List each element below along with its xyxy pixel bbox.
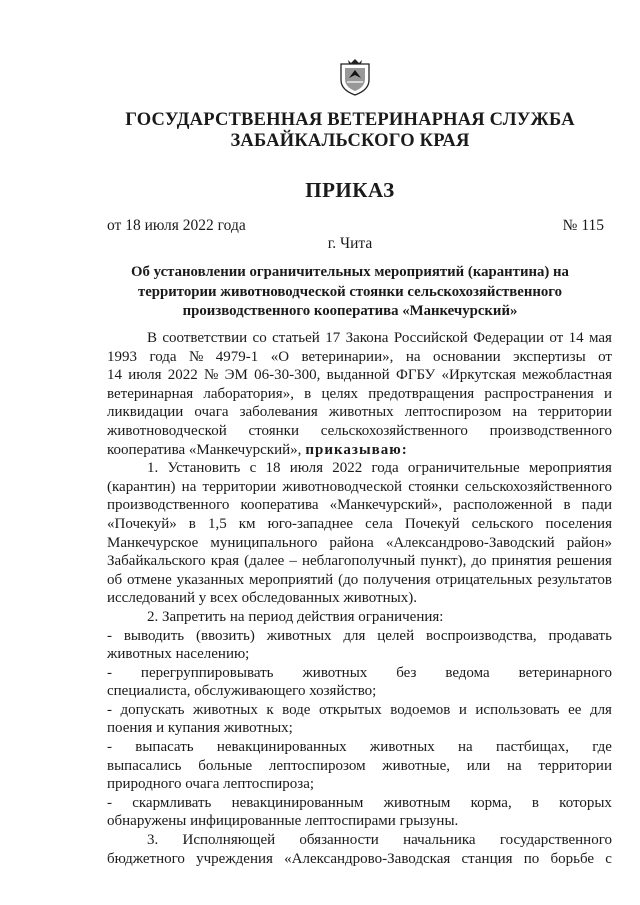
body-word: выпасать [135, 739, 194, 756]
body-word: производственного [489, 422, 612, 439]
body-word: в [188, 515, 196, 532]
body-word: или [466, 757, 491, 774]
body-line [107, 794, 612, 813]
body-word: 4979-1 [215, 348, 259, 365]
body-word: села [365, 515, 393, 532]
body-word: животных [328, 404, 394, 421]
body-word: года [149, 348, 177, 365]
body-word: 18 [265, 460, 281, 477]
body-word: юго-западнее [267, 515, 354, 532]
body-line [107, 534, 612, 553]
body-word: где [592, 739, 612, 756]
body-word: - [107, 794, 112, 811]
body-word: целей [377, 627, 415, 644]
body-word: Исполняющей [182, 832, 276, 849]
body-line [107, 738, 612, 757]
body-line: специалиста, обслуживающего хозяйство; [107, 683, 377, 700]
body-line: обнаружены инфицированные лептоспирами грызуны. [107, 813, 459, 830]
body-word: которых [559, 794, 612, 811]
body-word: июля [128, 367, 162, 384]
coat-of-arms-icon [337, 58, 373, 96]
body-word: 17 [325, 330, 341, 346]
body-word: животным [383, 794, 451, 811]
body-line [107, 348, 612, 367]
body-word: 2022 [332, 460, 363, 477]
body-word: использовать [475, 701, 560, 718]
body-word: животных [302, 664, 368, 681]
body-word: заболевания [239, 404, 318, 421]
order-date: от 18 июля 2022 года [107, 217, 246, 234]
body-word: на [512, 404, 528, 421]
order-city: г. Чита [327, 235, 373, 252]
body-word: ФГБУ [395, 367, 436, 384]
body-word: района [329, 534, 374, 551]
body-word: отмене [127, 571, 172, 588]
body-word: «Александрово-Заводский [385, 534, 555, 551]
body-word: животноводческой [282, 478, 403, 495]
body-word: мероприятий [249, 571, 334, 588]
body-word: лептоспирозом [404, 404, 502, 421]
body-word: ветеринарная [107, 385, 194, 402]
body-word: пастбищах, [495, 739, 569, 756]
body-word: учреждения [196, 850, 273, 867]
body-word: стоянки [248, 422, 299, 439]
document-type-title: ПРИКАЗ [305, 178, 395, 202]
body-word: мероприятия [528, 460, 612, 477]
body-word: 14 [568, 330, 584, 346]
body-line [107, 571, 612, 590]
body-word: сельского [471, 515, 534, 532]
body-word: № [189, 348, 204, 365]
body-word: государственного [499, 832, 612, 849]
body-word: выданной [326, 367, 390, 384]
subject-line: территории животноводческой стоянки сельскохозяйственного [137, 283, 563, 300]
order-subject [0, 263, 640, 322]
body-word: выпасались [107, 757, 182, 774]
body-word: - [107, 739, 112, 756]
body-word: начальника [403, 832, 476, 849]
body-line [107, 403, 612, 422]
body-line-text: кооператива «Манкечурский», [107, 441, 302, 458]
body-word: Почекуй [404, 515, 460, 532]
body-word: с [605, 850, 612, 867]
body-line [107, 478, 612, 497]
body-word: ее [568, 701, 582, 718]
body-word: межобластная [522, 367, 612, 384]
order-number: № 115 [562, 217, 604, 234]
body-word: 1993 [107, 348, 137, 365]
body-word: (до [338, 571, 359, 588]
body-word: соответствии [162, 330, 248, 346]
body-word: экспертизы [513, 348, 586, 365]
body-word: на [506, 757, 522, 774]
body-word: 14 [107, 367, 122, 384]
body-word: и [458, 701, 467, 718]
body-line [107, 515, 612, 534]
body-word: выводить [123, 627, 185, 644]
body-word: в [563, 497, 571, 514]
body-word: территории [538, 757, 612, 774]
body-word: на [405, 348, 421, 365]
body-word: отрицательных [435, 571, 533, 588]
body-word: воспроизводства, [425, 627, 537, 644]
body-word: невакцинированных [216, 739, 347, 756]
body-line [107, 329, 612, 348]
body-word: целях [321, 385, 359, 402]
body-word: станция [461, 850, 513, 867]
body-word: года [371, 460, 399, 477]
body-word: ветеринарии», [301, 348, 394, 365]
body-line [107, 664, 612, 683]
body-word: основании [432, 348, 501, 365]
body-word: получения [363, 571, 431, 588]
body-word: сельскохозяйственного [320, 422, 468, 439]
body-word: (ввозить) [195, 627, 255, 644]
organization-name-line2: ЗАБАЙКАЛЬСКОГО КРАЯ [230, 131, 470, 151]
body-word: больные [198, 757, 253, 774]
body-word: статьей [272, 330, 320, 346]
body-word: ветеринарного [518, 664, 612, 681]
body-word: на [458, 739, 473, 756]
body-line [107, 385, 612, 404]
body-line [107, 757, 612, 776]
body-word: борьбе [550, 850, 595, 867]
body-word: кооператива [240, 497, 319, 514]
body-word: 1,5 [207, 515, 227, 532]
body-word: км [238, 515, 256, 532]
body-line: 2. Запретить на период действия ограничения: [147, 608, 444, 625]
body-word: от [598, 348, 612, 365]
body-word: Манкечурское [107, 534, 199, 551]
body-word: решения [556, 553, 612, 570]
body-word: корма, [470, 794, 512, 811]
body-word: ограничительные [407, 460, 520, 477]
body-word: пади [581, 497, 612, 514]
body-word: от [549, 330, 564, 346]
body-word: – [289, 553, 297, 570]
body-word: скармливать [132, 794, 212, 811]
body-word: в [304, 385, 312, 402]
body-word: водоемов [390, 701, 451, 718]
body-word: «Александрово-Заводская [284, 850, 451, 867]
body-word: со [252, 330, 267, 346]
body-word: животных [369, 739, 435, 756]
body-word: производственного [107, 497, 230, 514]
body-word: Российской [393, 330, 468, 346]
body-word: на [181, 478, 197, 495]
body-word: предотвращения [368, 385, 475, 402]
body-word: с [249, 460, 257, 477]
body-word: «Почекуй» [107, 515, 177, 532]
body-word: В [147, 330, 158, 346]
body-word: «О [270, 348, 290, 365]
body-word: лептоспирозом [268, 757, 366, 774]
body-word: мая [588, 330, 612, 346]
body-word: район» [566, 534, 612, 551]
body-word: Забайкальского [107, 553, 206, 570]
body-word: поселения [545, 515, 612, 532]
body-word: (далее [244, 553, 285, 570]
body-word: июля [289, 460, 324, 477]
body-word: «Иркутская [441, 367, 516, 384]
body-word: обязанности [299, 832, 379, 849]
body-word: Установить [167, 460, 241, 477]
body-word: животных [266, 627, 332, 644]
body-line: исследований у всех обследованных животных). [107, 590, 417, 607]
body-line [107, 701, 612, 720]
body-word: лаборатория», [203, 385, 294, 402]
body-word: по [523, 850, 540, 867]
body-word: бюджетного [107, 850, 185, 867]
body-word: и [603, 385, 612, 402]
body-word: территории [538, 404, 612, 421]
body-word: допускать [120, 701, 185, 718]
body-word: стоянки [408, 478, 459, 495]
body-word: невакцинированным [231, 794, 364, 811]
body-word: без [396, 664, 417, 681]
body-word: 2022 [167, 367, 198, 384]
body-word: муниципального [210, 534, 318, 551]
body-word: ЭМ [224, 367, 248, 384]
body-line [107, 366, 612, 385]
body-word: распространения [484, 385, 594, 402]
body-word: ликвидации [107, 404, 184, 421]
body-word: сельскохозяйственного [464, 478, 612, 495]
body-word: «Манкечурский», [329, 497, 443, 514]
body-line [107, 422, 612, 441]
body-word: для [589, 701, 612, 718]
body-line [107, 627, 612, 646]
body-word: результатов [537, 571, 612, 588]
subject-line: Об установлении ограничительных мероприятий (карантина) на [131, 264, 569, 280]
body-line: животных населению; [107, 646, 250, 663]
body-line [107, 850, 612, 869]
body-word: - [107, 701, 112, 718]
body-word: территории [202, 478, 277, 495]
body-line: поения и купания животных; [107, 720, 293, 737]
body-word: Закона [345, 330, 389, 346]
body-word: - [107, 627, 112, 644]
body-word: об [107, 571, 123, 588]
body-word: перегруппировывать [140, 664, 274, 681]
body-word: к [266, 701, 274, 718]
body-word: расположенной [453, 497, 553, 514]
body-line [107, 831, 612, 850]
body-word: № [204, 367, 219, 384]
body-word: до [471, 553, 487, 570]
body-line [107, 496, 612, 515]
body-word: Федерации [473, 330, 544, 346]
body-word: ведома [445, 664, 490, 681]
order-body [107, 329, 612, 868]
subject-line: производственного кооператива «Манкечурский» [182, 303, 518, 319]
body-word: для [343, 627, 366, 644]
organization-name-line1: ГОСУДАРСТВЕННАЯ ВЕТЕРИНАРНАЯ СЛУЖБА [125, 110, 575, 130]
body-word: открытых [318, 701, 382, 718]
body-line [107, 459, 612, 478]
body-word: 3. [147, 832, 159, 849]
body-word: 06-30-300, [254, 367, 321, 384]
body-line: природного очага лептоспироза; [107, 776, 315, 793]
body-word: продавать [548, 627, 612, 644]
body-word: животных [193, 701, 258, 718]
body-line [107, 441, 612, 460]
body-word: - [107, 664, 112, 681]
body-word: животноводческой [107, 422, 227, 439]
body-word: принятия [491, 553, 552, 570]
body-word: пункт), [420, 553, 467, 570]
body-word: воде [282, 701, 311, 718]
body-line [107, 552, 612, 571]
body-word: неблагополучный [301, 553, 416, 570]
body-word: животные, [382, 757, 451, 774]
order-keyword: приказываю: [305, 441, 408, 458]
body-word: очага [194, 404, 229, 421]
body-word: (карантин) [107, 478, 176, 495]
body-word: указанных [176, 571, 245, 588]
body-word: 1. [147, 460, 159, 477]
body-word: края [210, 553, 240, 570]
body-word: в [531, 794, 539, 811]
